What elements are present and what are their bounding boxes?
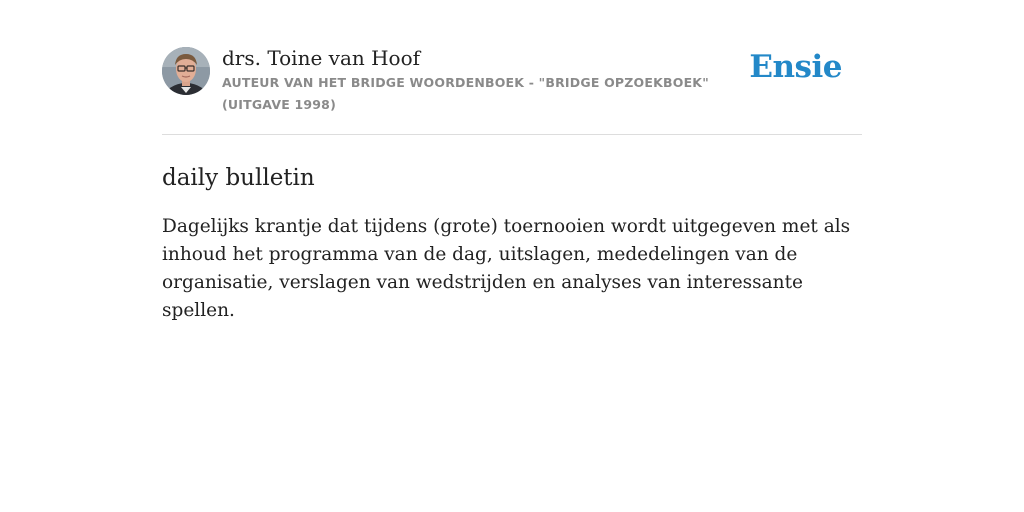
entry-definition: Dagelijks krantje dat tijdens (grote) toernooien wordt uitgegeven met als inhoud het programma van de dag, uitslagen, mededelingen van de organisatie, verslagen van wedstrijden en analyses van interessante spellen. bbox=[162, 216, 851, 321]
author-photo bbox=[162, 47, 210, 95]
author-role: AUTEUR VAN HET BRIDGE WOORDENBOEK - "BRIDGE OPZOEKBOEK" (UITGAVE 1998) bbox=[222, 75, 709, 112]
entry-card bbox=[162, 40, 862, 325]
ensie-logo[interactable]: Ensie bbox=[749, 49, 842, 85]
author-header bbox=[162, 40, 862, 135]
author-avatar[interactable] bbox=[162, 47, 210, 95]
author-info bbox=[222, 40, 749, 116]
entry-term: daily bulletin bbox=[162, 165, 315, 191]
author-name[interactable]: drs. Toine van Hoof bbox=[222, 46, 421, 70]
